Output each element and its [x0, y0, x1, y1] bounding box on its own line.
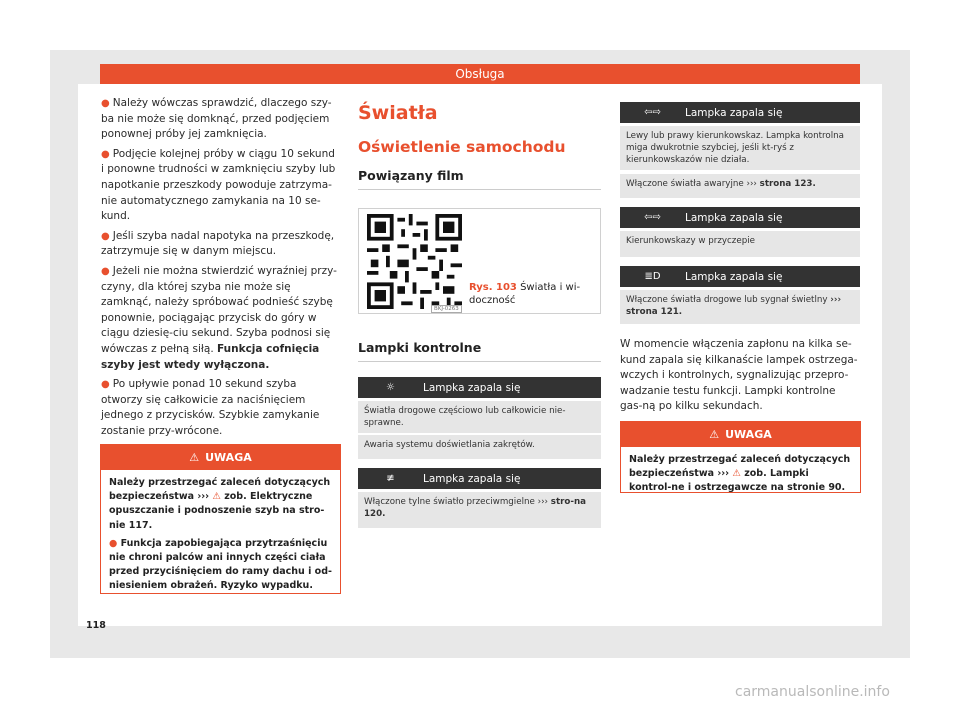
lamp-header: ≢ Lampka zapala się — [358, 468, 601, 489]
bullet-dot-icon: ● — [101, 265, 110, 277]
warning-body: Należy przestrzegać zaleceń dotyczących bezpieczeństwa ››› ⚠ zob. Elektryczne opuszczanie i podnoszenie szyb na stro-nie 117. ● Funkcja zapobiegająca przytrzaśnięciu nie chroni palców ani innych części ciała przed przyciśnięciem do ramy dachu i od-niesieniem obrażeń. Ryzyko wypadku. — [109, 477, 332, 592]
bullet-item: ● Jeżeli nie można stwierdzić wyraźniej przy-czyny, dla której szyba nie może się zamknąć, należy spróbować podnieść szybę ponownie, pociągając przycisk do góry w ciągu dziesię-ciu sekund. Szyba podnosi się wówczas z pełną siłą. Funkcja cofnięcia szyby jest wtedy wyłączona. — [101, 264, 337, 371]
warning-triangle-icon: ⚠ — [212, 491, 221, 503]
lamp-row: Włączone światła drogowe lub sygnał świetlny ››› strona 121. — [620, 290, 860, 324]
bullet-dot-icon: ● — [101, 148, 110, 160]
warning-box — [100, 444, 341, 594]
figure-caption: Rys. 103 Światła i wi-doczność — [469, 282, 581, 306]
rear-fog-light-icon: ≢ — [386, 473, 395, 484]
lamp-row: Włączone tylne światło przeciwmgielne ››› stro-na 120. — [358, 492, 601, 528]
page-number: 118 — [86, 620, 106, 631]
warning-body: Należy przestrzegać zaleceń dotyczących bezpieczeństwa ››› ⚠ zob. Lampki kontrol-ne i ostrzegawcze na stronie 90. — [629, 454, 851, 494]
body-paragraph: W momencie włączenia zapłonu na kilka se-kund zapala się kilkanaście lampek ostrzega-wczych i kontrolnych, sygnalizując przepro-wadzanie testu funkcji. Lampki kontrolne gas-ną po kilku sekundach. — [620, 338, 858, 413]
warning-header: ⚠ UWAGA — [621, 422, 860, 447]
lamp-row: Lewy lub prawy kierunkowskaz. Lampka kontrolna miga dwukrotnie szybciej, jeśli kt-ryś z kierunkowskazów nie działa. — [620, 126, 860, 170]
bullet-dot-icon: ● — [101, 98, 110, 109]
qr-code-icon[interactable] — [367, 214, 462, 309]
bullet-dot-icon: ● — [109, 537, 118, 549]
figure-video — [358, 208, 601, 314]
warning-header: ⚠ UWAGA — [101, 445, 340, 470]
trailer-turn-signal-icon: ⇦⇨ — [644, 212, 661, 223]
cross-reference-link[interactable]: zob. Elektryczne opuszczanie i podnoszenie szyb na stro-nie 117. — [109, 491, 325, 531]
warning-box — [620, 421, 861, 493]
bullet-item: ● Po upływie ponad 10 sekund szyba otworzy się całkowicie za naciśnięciem jednego z przycisków. Szybkie zamykanie zostanie przy-wrócone. — [101, 378, 320, 437]
bullet-item: ● Podjęcie kolejnej próby w ciągu 10 sekund i ponowne trudności w zamknięciu szyby lub napotkanie przeszkody powoduje zatrzyma-nie automatycznego zamykania na 10 se-kund. — [101, 147, 336, 223]
cross-reference-link[interactable]: zob. Lampki kontrol-ne i ostrzegawcze na stronie 90. — [629, 468, 846, 494]
lamp-header: ☼ Lampka zapala się — [358, 377, 601, 398]
subsection-title: Powiązany film — [358, 168, 601, 190]
bullet-item: ● Jeśli szyba nadal napotyka na przeszkodę, zatrzymuje się w danym miejscu. — [101, 229, 335, 258]
warning-triangle-icon: ⚠ — [709, 428, 720, 441]
high-beam-fault-icon: ☼ — [386, 382, 395, 393]
turn-signal-icon: ⇦⇨ — [644, 107, 661, 118]
bullet-dot-icon: ● — [101, 379, 110, 391]
watermark: carmanualsonline.info — [735, 684, 890, 700]
lamp-header: ⇦⇨ Lampka zapala się — [620, 102, 860, 123]
lamp-header: ≣D Lampka zapala się — [620, 266, 860, 287]
lamp-row: Włączone światła awaryjne ››› strona 123. — [620, 174, 860, 198]
bullet-item: ● Należy wówczas sprawdzić, dlaczego szy-ba nie może się domknąć, przed podjęciem ponownej próby jej zamknięcia. — [101, 97, 332, 141]
warning-triangle-icon: ⚠ — [732, 468, 741, 480]
lamp-row: Kierunkowskazy w przyczepie — [620, 231, 860, 257]
column-middle — [358, 96, 601, 190]
column-left — [101, 96, 341, 443]
subsection-title: Lampki kontrolne — [358, 340, 601, 362]
bullet-dot-icon: ● — [101, 230, 110, 242]
high-beam-icon: ≣D — [644, 271, 661, 282]
warning-triangle-icon: ⚠ — [189, 451, 200, 464]
lamp-row: Awaria systemu doświetlania zakrętów. — [358, 435, 601, 459]
chapter-title: Światła — [358, 102, 438, 124]
section-header: Obsługa — [100, 64, 860, 84]
section-title: Oświetlenie samochodu — [358, 138, 566, 156]
lamp-header: ⇦⇨ Lampka zapala się — [620, 207, 860, 228]
figure-code: BKJ-0263 — [431, 305, 462, 313]
lamp-row: Światła drogowe częściowo lub całkowicie nie-sprawne. — [358, 401, 601, 433]
